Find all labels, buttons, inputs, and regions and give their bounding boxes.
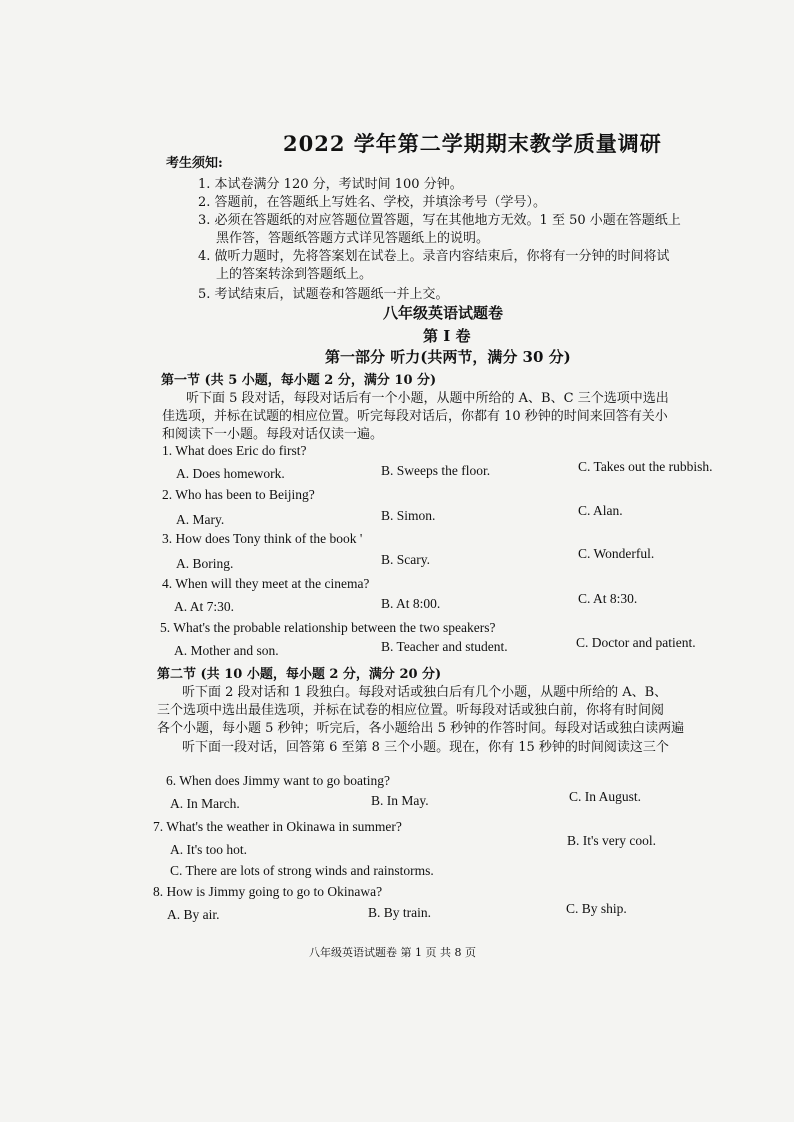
option-a: A. By air.	[167, 907, 220, 922]
instruction-line: 听下面一段对话，回答第 6 至第 8 三个小题。现在，你有 15 秒钟的时间阅读这三个	[182, 740, 669, 755]
option-b: B. It's very cool.	[567, 833, 657, 848]
instruction-line: 各个小题，每小题 5 秒钟；听完后，各小题给出 5 秒钟的作答时间。每段对话或独白读两遍	[157, 721, 685, 736]
option-c: C. Wonderful.	[578, 546, 655, 561]
option-a: A. At 7:30.	[174, 599, 235, 614]
option-b: B. By train.	[368, 905, 431, 920]
question: 1. What does Eric do first?	[162, 443, 307, 458]
option-b: B. Teacher and student.	[381, 639, 508, 654]
question: 2. Who has been to Beijing?	[162, 487, 315, 502]
option-a: A. Mary.	[176, 512, 225, 527]
question: 3. How does Tony think of the book '	[162, 531, 363, 546]
option-c: C. At 8:30.	[578, 591, 638, 606]
option-a: A. Does homework.	[176, 466, 285, 481]
instruction-line: 和阅读下一小题。每段对话仅读一遍。	[162, 427, 384, 442]
notice-line: 3. 必须在答题纸的对应答题位置答题，写在其他地方无效。1 至 50 小题在答题纸上	[198, 213, 681, 228]
option-c: C. In August.	[569, 789, 642, 804]
notice-line: 2. 答题前，在答题纸上写姓名、学校，并填涂考号（学号）。	[198, 195, 547, 210]
option-a: A. Mother and son.	[174, 643, 279, 658]
option-c: C. By ship.	[566, 901, 627, 916]
notice-line: 1. 本试卷满分 120 分，考试时间 100 分钟。	[198, 177, 463, 192]
option-a: A. Boring.	[176, 556, 234, 571]
option-c: C. Doctor and patient.	[576, 635, 696, 650]
page-footer: 八年级英语试题卷 第 1 页 共 8 页	[309, 946, 476, 959]
question: 8. How is Jimmy going to go to Okinawa?	[153, 884, 383, 899]
option-b: B. Simon.	[381, 508, 436, 523]
instruction-line: 听下面 5 段对话，每段对话后有一个小题，从题中所给的 A、B、C 三个选项中选出	[186, 391, 669, 406]
notice-line: 黑作答，答题纸答题方式详见答题纸上的说明。	[216, 231, 490, 246]
option-b: B. In May.	[371, 793, 429, 808]
option-b: B. Sweeps the floor.	[381, 463, 491, 478]
instruction-line: 佳选项，并标在试题的相应位置。听完每段对话后，你都有 10 秒钟的时间来回答有关小	[162, 409, 668, 424]
option-a: A. In March.	[170, 796, 240, 811]
exam-title: 2022 学年第二学期期末教学质量调研	[283, 131, 662, 156]
option-c: C. Alan.	[578, 503, 623, 518]
instruction-line: 三个选项中选出最佳选项，并标在试卷的相应位置。听每段对话或独白前，你将有时间阅	[157, 703, 665, 718]
section-heading: 第二节 (共 10 小题，每小题 2 分，满分 20 分)	[157, 667, 442, 682]
notice-line: 上的答案转涂到答题纸上。	[216, 267, 373, 282]
instruction-line: 听下面 2 段对话和 1 段独白。每段对话或独白后有几个小题，从题中所给的 A、B、	[182, 685, 668, 700]
option-a: A. It's too hot.	[170, 842, 248, 857]
notice-line: 4. 做听力题时，先将答案划在试卷上。录音内容结束后，你将有一分钟的时间将试	[198, 249, 670, 264]
question: 5. What's the probable relationship between the two speakers?	[160, 620, 496, 635]
volume-label: 第 I 卷	[423, 327, 471, 345]
option-c: C. There are lots of strong winds and rainstorms.	[170, 863, 434, 878]
option-c: C. Takes out the rubbish.	[578, 459, 713, 474]
notice-line: 5. 考试结束后，试题卷和答题纸一并上交。	[198, 287, 449, 302]
option-b: B. At 8:00.	[381, 596, 441, 611]
question: 7. What's the weather in Okinawa in summer?	[153, 819, 402, 834]
question: 4. When will they meet at the cinema?	[162, 576, 370, 591]
part-title: 第一部分 听力(共两节，满分 30 分)	[325, 348, 571, 366]
subject-title: 八年级英语试题卷	[383, 304, 504, 322]
section-heading: 第一节 (共 5 小题，每小题 2 分，满分 10 分)	[161, 373, 437, 388]
option-b: B. Scary.	[381, 552, 430, 567]
question: 6. When does Jimmy want to go boating?	[166, 773, 390, 788]
notice-label: 考生须知:	[166, 156, 223, 171]
